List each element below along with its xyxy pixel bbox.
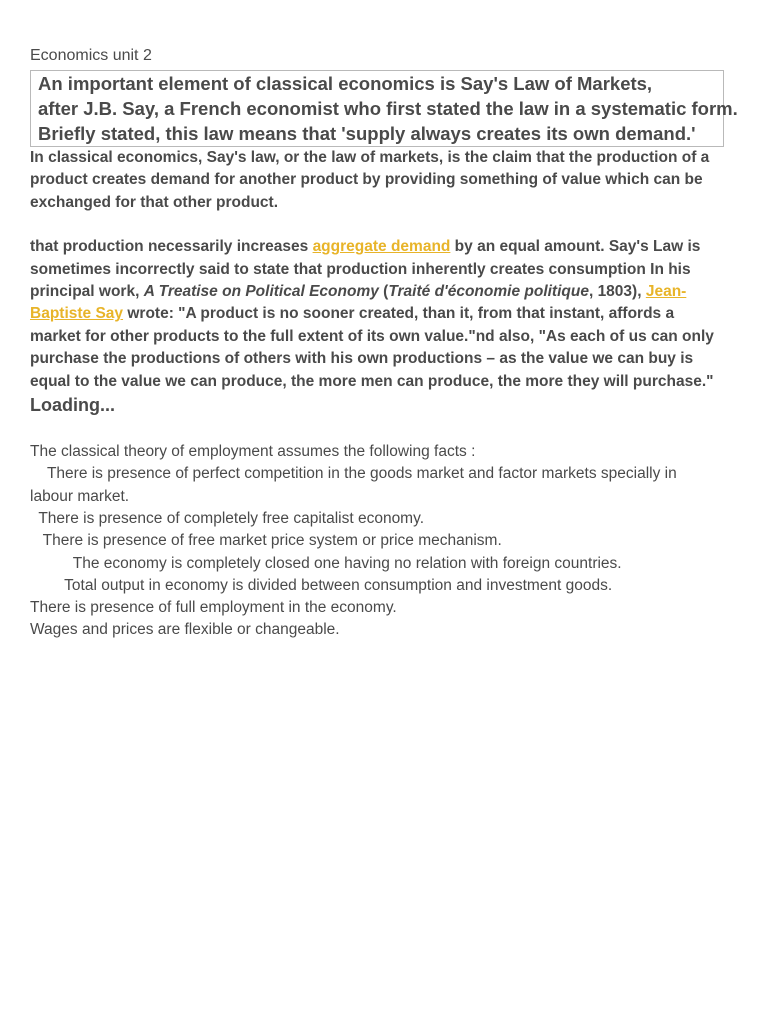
list-item: There is presence of free market price system or price mechanism. bbox=[30, 532, 502, 550]
jean-baptiste-say-link-continued[interactable]: Baptiste Say bbox=[30, 305, 124, 323]
list-item: There is presence of completely free capitalist economy. bbox=[30, 509, 425, 527]
document-page bbox=[30, 46, 740, 642]
paragraph-text: wrote: "A product is no sooner created, than it, from that instant, affords a bbox=[123, 305, 675, 323]
list-item: The economy is completely closed one having no relation with foreign countries. bbox=[30, 554, 622, 572]
list-item: labour market. bbox=[30, 487, 130, 505]
list-item: Total output in economy is divided between consumption and investment goods. bbox=[30, 576, 613, 594]
paragraph-line: purchase the productions of others with his own productions – as the value we can buy is bbox=[30, 350, 694, 368]
book-title-french: Traité d'économie politique bbox=[388, 283, 589, 301]
paragraph-text: ( bbox=[378, 283, 389, 301]
unit-title: Economics unit 2 bbox=[30, 47, 152, 64]
callout-line: An important element of classical economics is Say's Law of Markets, bbox=[38, 73, 653, 94]
say-law-definition-paragraph bbox=[30, 147, 740, 214]
paragraph-line: product creates demand for another product by providing something of value which can be bbox=[30, 171, 703, 189]
say-law-quote-paragraph bbox=[30, 236, 740, 393]
paragraph-text: principal work, bbox=[30, 283, 144, 301]
loading-indicator: Loading... bbox=[30, 395, 115, 416]
paragraph-line: equal to the value we can produce, the more men can produce, the more they will purchase." bbox=[30, 372, 714, 390]
list-item: Wages and prices are flexible or changeable. bbox=[30, 621, 340, 639]
list-item: The classical theory of employment assumes the following facts : bbox=[30, 443, 476, 461]
paragraph-text: that production necessarily increases bbox=[30, 238, 313, 256]
paragraph-line: In classical economics, Say's law, or the law of markets, is the claim that the production of a bbox=[30, 149, 710, 166]
callout-line: after J.B. Say, a French economist who first stated the law in a systematic form. bbox=[38, 98, 738, 119]
paragraph-line bbox=[30, 236, 740, 258]
jean-baptiste-say-link[interactable]: Jean- bbox=[645, 283, 687, 301]
paragraph-line bbox=[30, 281, 740, 303]
book-title-english: A Treatise on Political Economy bbox=[143, 283, 379, 301]
say-law-callout bbox=[30, 70, 738, 147]
list-item: There is presence of perfect competition in the goods market and factor markets specially in bbox=[30, 465, 677, 483]
paragraph-line: exchanged for that other product. bbox=[30, 193, 279, 211]
aggregate-demand-link[interactable]: aggregate demand bbox=[312, 238, 451, 256]
paragraph-line bbox=[30, 303, 740, 325]
paragraph-text: , 1803), bbox=[588, 283, 646, 301]
paragraph-spacer bbox=[30, 214, 740, 236]
callout-line: Briefly stated, this law means that 'supply always creates its own demand.' bbox=[38, 123, 696, 144]
paragraph-text: by an equal amount. Say's Law is bbox=[450, 238, 701, 256]
paragraph-line: market for other products to the full extent of its own value."nd also, "As each of us can only bbox=[30, 327, 714, 345]
paragraph-line: sometimes incorrectly said to state that production inherently creates consumption In his bbox=[30, 260, 691, 278]
list-item: There is presence of full employment in the economy. bbox=[30, 599, 397, 617]
classical-theory-list bbox=[30, 441, 740, 642]
